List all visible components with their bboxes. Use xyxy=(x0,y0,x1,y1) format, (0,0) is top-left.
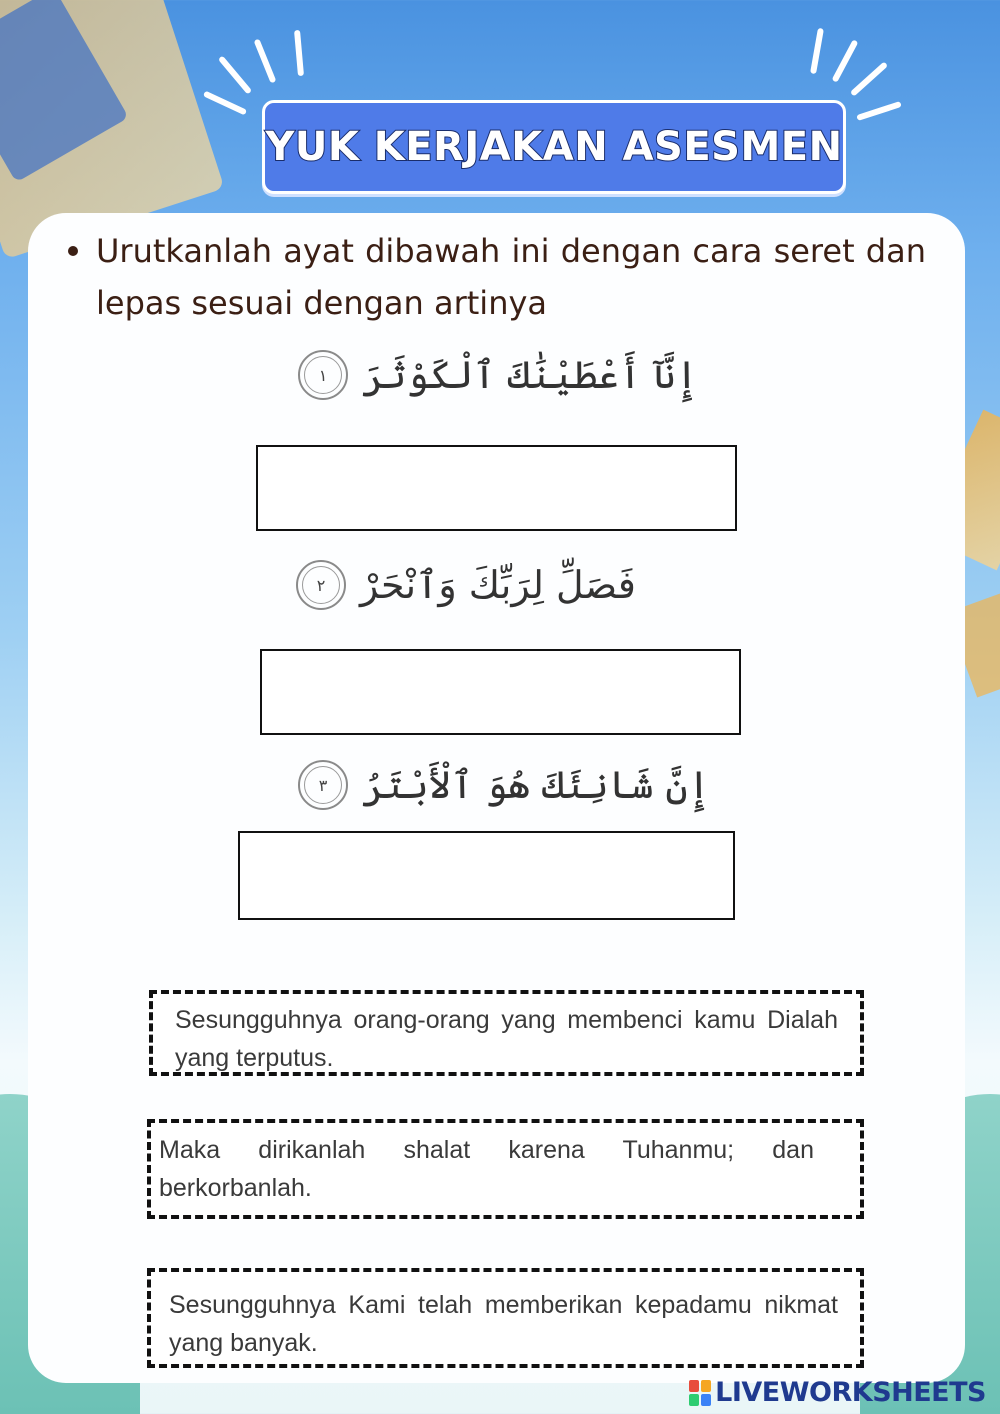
ayah-3-number: ٣ xyxy=(318,775,328,795)
ayah-1-text: إِنَّآ أَعْطَيْنَٰكَ ٱلْكَوْثَرَ xyxy=(362,353,698,397)
ayah-2 xyxy=(296,560,636,610)
ayah-number-icon xyxy=(298,760,348,810)
liveworksheets-brand[interactable] xyxy=(689,1377,986,1408)
ayah-2-number: ٢ xyxy=(316,575,326,595)
ayah-2-text: فَصَلِّ لِرَبِّكَ وَٱنْحَرْ xyxy=(360,563,636,607)
bullet-icon xyxy=(68,246,78,256)
liveworksheets-logo-icon xyxy=(689,1380,711,1406)
ayah-number-icon xyxy=(298,350,348,400)
ayah-1-number: ١ xyxy=(318,365,328,385)
drop-zone-2[interactable] xyxy=(260,649,741,735)
ayah-3-text: إِنَّ شَانِئَكَ هُوَ ٱلْأَبْتَرُ xyxy=(362,763,710,807)
draggable-answer-1[interactable]: Sesungguhnya orang-orang yang membenci kamu Dialah yang terputus. xyxy=(149,990,864,1076)
ayah-3 xyxy=(298,760,710,810)
draggable-answer-2[interactable]: Maka dirikanlah shalat karena Tuhanmu; dan berkorbanlah. xyxy=(147,1119,864,1219)
instruction-text: Urutkanlah ayat dibawah ini dengan cara seret dan lepas sesuai dengan artinya xyxy=(96,232,926,322)
title-banner xyxy=(262,100,846,194)
drop-zone-1[interactable] xyxy=(256,445,737,531)
ayah-1 xyxy=(298,350,698,400)
page-title: YUK KERJAKAN ASESMEN xyxy=(265,124,843,170)
draggable-answer-3[interactable]: Sesungguhnya Kami telah memberikan kepadamu nikmat yang banyak. xyxy=(147,1268,864,1368)
drop-zone-3[interactable] xyxy=(238,831,735,920)
brand-name: LIVEWORKSHEETS xyxy=(715,1377,986,1408)
ayah-number-icon xyxy=(296,560,346,610)
